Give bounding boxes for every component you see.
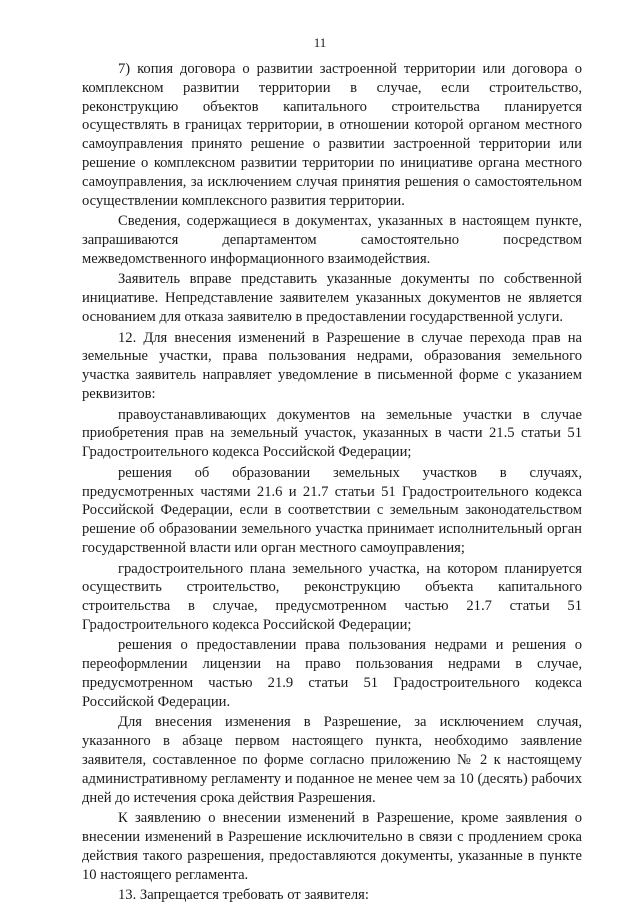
paragraph-title-documents: правоустанавливающих документов на земельные участки в случае приобретения прав на земельный участок, указанных в части 21.5 статьи 51 Градостроительного кодекса Российской Федерации;	[82, 406, 582, 461]
paragraph-change-application: Для внесения изменения в Разрешение, за исключением случая, указанного в абзаце первом настоящего пункта, необходимо заявление заявителя, составленное по форме согласно приложению № 2 к настоящему административному регламенту и поданное не менее чем за 10 (десять) рабочих дней до истечения срока действия Разрешения.	[82, 714, 582, 806]
paragraph-item7-contract-copy: 7) копия договора о развитии застроенной территории или договора о комплексном развитии территории в случае, если строительство, реконструкцию объектов капитального строительства планируется осуществлять в границах территории, в отношении которой органом местного самоуправления принято решение о развитии застроенной территории или решение о комплексном развитии территории по инициативе органа местного самоуправления, за исключением случая принятия решения о самостоятельном осуществлении комплексного развития территории.	[82, 61, 582, 209]
paragraph-attached-documents: К заявлению о внесении изменений в Разрешение, кроме заявления о внесении изменений в Разрешение исключительно в связи с продлением срока действия такого разрешения, предоставляются документы, указанные в пункте 10 настоящего регламента.	[82, 810, 582, 883]
paragraph-subsoil-use-decision: решения о предоставлении права пользования недрами и решения о переоформлении лицензии на право пользования недрами в случае, предусмотренном частью 21.9 статьи 51 Градостроительного кодекса Российской Федерации.	[82, 637, 582, 710]
paragraph-interagency-request: Сведения, содержащиеся в документах, указанных в настоящем пункте, запрашиваются департаментом самостоятельно посредством межведомственного информационного взаимодействия.	[82, 213, 582, 267]
paragraph-urban-planning-plan: градостроительного плана земельного участка, на котором планируется осуществить строительство, реконструкцию объекта капитального строительства в случае, предусмотренном частью 21.7 статьи 51 Градостроительного кодекса Российской Федерации;	[82, 560, 582, 633]
paragraph-clause-12: 12. Для внесения изменений в Разрешение в случае перехода прав на земельные участки, права пользования недрами, образования земельного участка заявитель направляет уведомление в письменной форме с указанием реквизитов:	[82, 329, 582, 402]
paragraph-land-formation-decision: решения об образовании земельных участков в случаях, предусмотренных частями 21.6 и 21.7 статьи 51 Градостроительного кодекса Российской Федерации, если в соответствии с земельным законодательством решение об образовании земельного участка принимает исполнительный орган государственной власти или орган местного самоуправления;	[82, 464, 582, 556]
page-number: 11	[313, 35, 327, 50]
paragraph-clause-13: 13. Запрещается требовать от заявителя:	[118, 887, 369, 904]
document-body	[82, 60, 582, 907]
paragraph-own-initiative: Заявитель вправе представить указанные документы по собственной инициативе. Непредставление заявителем указанных документов не является основанием для отказа заявителю в предоставлении государственной услуги.	[82, 271, 582, 325]
